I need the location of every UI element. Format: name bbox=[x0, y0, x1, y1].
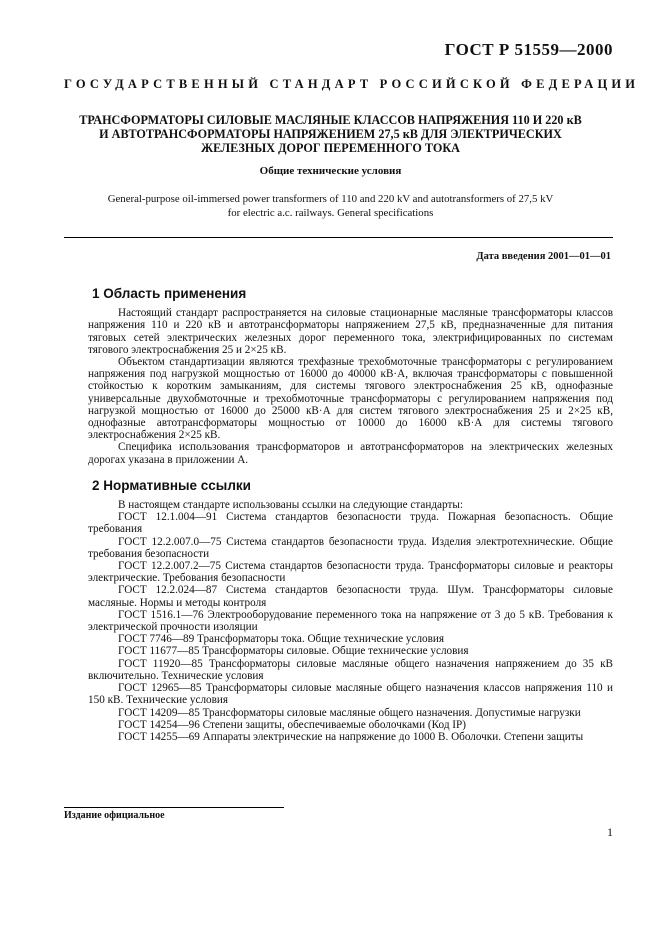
footer-divider bbox=[64, 807, 284, 808]
title-divider bbox=[64, 237, 613, 238]
english-title-line-1: General-purpose oil-immersed power transformers of 110 and 220 kV and autotransformers of 27,5 kV bbox=[107, 193, 554, 205]
gost-number: ГОСТ Р 51559—2000 bbox=[444, 40, 613, 59]
section-1-paragraph-1: Настоящий стандарт распространяется на силовые стационарные масляные трансформаторы классов напряжения 110 и 220 кВ и автотрансформаторы напряжением 27,5 кВ, предназначенные для питания тяговых сетей электрических железных дорог переменного тока, электрифицированных по системам тягового электроснабжения 25 и 2×25 кВ. bbox=[88, 307, 613, 356]
official-edition-label: Издание официальное bbox=[64, 810, 165, 821]
english-title-line-2: for electric a.c. railways. General specifications bbox=[227, 207, 434, 219]
title-line-3: ЖЕЛЕЗНЫХ ДОРОГ ПЕРЕМЕННОГО ТОКА bbox=[201, 141, 460, 155]
introduction-date: Дата введения 2001—01—01 bbox=[476, 251, 611, 262]
section-1-paragraph-2: Объектом стандартизации являются трехфазные трехобмоточные трансформаторы с регулированием напряжения под нагрузкой мощностью от 16000 до 40000 кВ·А, включая трансформаторы с повышенной стойкостью к коротким замыканиям, для системы тягового электроснабжения 25 кВ, однофазные универсальные двухобмоточные и трехобмоточные трансформаторы с регулированием напряжения под нагрузкой мощностью от 16000 до 25000 кВ·А для систем тягового электроснабжения 25 и 2×25 кВ, однофазные автотрансформаторы мощностью от 10000 до 16000 кВ·А для системы тягового электроснабжения 2×25 кВ. bbox=[88, 356, 613, 442]
section-2-heading: 2 Нормативные ссылки bbox=[92, 477, 251, 493]
reference-item: ГОСТ 12.2.007.2—75 Система стандартов безопасности труда. Трансформаторы силовые и реакторы электрические. Требования безопасности bbox=[88, 560, 613, 585]
reference-item: ГОСТ 11677—85 Трансформаторы силовые. Общие технические условия bbox=[118, 645, 469, 658]
document-title bbox=[70, 113, 591, 155]
title-line-1: ТРАНСФОРМАТОРЫ СИЛОВЫЕ МАСЛЯНЫЕ КЛАССОВ НАПРЯЖЕНИЯ 110 И 220 кВ bbox=[79, 113, 582, 127]
reference-item: ГОСТ 14209—85 Трансформаторы силовые масляные общего назначения. Допустимые нагрузки bbox=[118, 706, 581, 719]
page-number: 1 bbox=[607, 825, 613, 839]
reference-item: ГОСТ 12.2.007.0—75 Система стандартов безопасности труда. Изделия электротехнические. Общие требования безопасности bbox=[88, 535, 613, 560]
reference-item: ГОСТ 11920—85 Трансформаторы силовые масляные общего назначения напряжением до 35 кВ включительно. Технические условия bbox=[88, 657, 613, 682]
document-body bbox=[88, 288, 613, 743]
reference-item: ГОСТ 14255—69 Аппараты электрические на напряжение до 1000 В. Оболочки. Степени защиты bbox=[118, 730, 584, 743]
section-1-paragraph-3: Специфика использования трансформаторов и автотрансформаторов на электрических железных дорогах указана в приложении А. bbox=[88, 441, 613, 466]
reference-item: ГОСТ 1516.1—76 Электрооборудование переменного тока на напряжение от 3 до 5 кВ. Требования к электрической прочности изоляции bbox=[88, 608, 613, 634]
english-title bbox=[80, 192, 581, 220]
reference-item: ГОСТ 7746—89 Трансформаторы тока. Общие технические условия bbox=[118, 633, 445, 646]
reference-item: ГОСТ 14254—96 Степени защиты, обеспечиваемые оболочками (Код IP) bbox=[118, 718, 466, 731]
section-2-intro: В настоящем стандарте использованы ссылки на следующие стандарты: bbox=[118, 499, 463, 512]
state-standard-heading: ГОСУДАРСТВЕННЫЙ СТАНДАРТ РОССИЙСКОЙ ФЕДЕРАЦИИ bbox=[64, 77, 640, 91]
reference-item: ГОСТ 12.1.004—91 Система стандартов безопасности труда. Пожарная безопасность. Общие требования bbox=[88, 511, 613, 536]
section-1-heading: 1 Область применения bbox=[92, 286, 247, 301]
reference-item: ГОСТ 12965—85 Трансформаторы силовые масляные общего назначения классов напряжения 110 и 150 кВ. Технические условия bbox=[88, 682, 613, 707]
document-subtitle: Общие технические условия bbox=[259, 165, 402, 177]
title-line-2: И АВТОТРАНСФОРМАТОРЫ НАПРЯЖЕНИЕМ 27,5 кВ ДЛЯ ЭЛЕКТРИЧЕСКИХ bbox=[99, 127, 562, 141]
reference-item: ГОСТ 12.2.024—87 Система стандартов безопасности труда. Шум. Трансформаторы силовые масляные. Нормы и методы контроля bbox=[88, 584, 613, 609]
